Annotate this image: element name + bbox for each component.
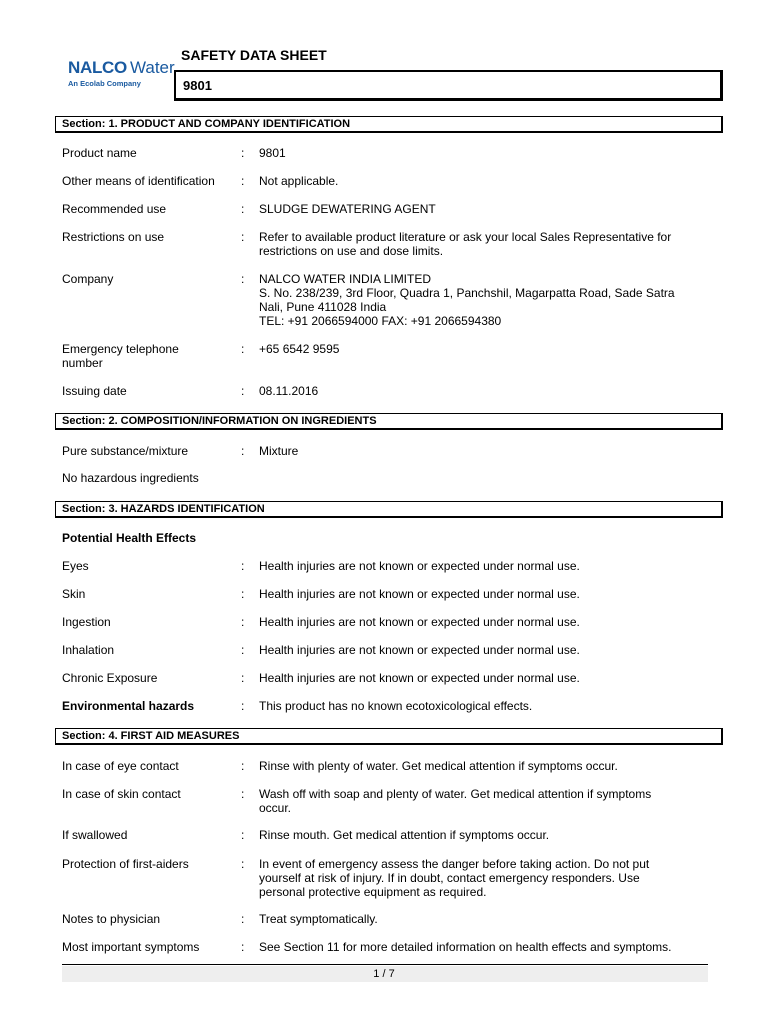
field-label: If swallowed [62, 828, 128, 842]
colon: : [241, 828, 245, 842]
section-2-header [55, 413, 723, 430]
field-label: Company [62, 272, 114, 286]
field-value: 9801 [259, 146, 286, 160]
field-label: In case of eye contact [62, 759, 179, 773]
field-label: Inhalation [62, 643, 115, 657]
field-value: Not applicable. [259, 174, 339, 188]
field-label: In case of skin contact [62, 787, 181, 801]
label-line: Emergency telephone [62, 342, 179, 356]
value-line: Wash off with soap and plenty of water. Get medical attention if symptoms [259, 787, 652, 801]
footer-divider [62, 964, 708, 965]
emergency-phone: +65 6542 9595 [259, 342, 340, 356]
colon: : [241, 230, 245, 244]
field-value: Health injuries are not known or expected under normal use. [259, 615, 580, 629]
field-value: Health injuries are not known or expected under normal use. [259, 587, 580, 601]
field-value: Treat symptomatically. [259, 912, 378, 926]
section-1-title: Section: 1. PRODUCT AND COMPANY IDENTIFICATION [62, 118, 351, 130]
section-3-title: Section: 3. HAZARDS IDENTIFICATION [62, 503, 265, 515]
field-label: Most important symptoms [62, 940, 200, 954]
field-value: Mixture [259, 444, 299, 458]
product-code: 9801 [183, 78, 212, 93]
field-label: Product name [62, 146, 137, 160]
colon: : [241, 444, 245, 458]
company-address: Nali, Pune 411028 India [259, 300, 387, 314]
section-2-title: Section: 2. COMPOSITION/INFORMATION ON INGREDIENTS [62, 415, 377, 427]
field-label: Chronic Exposure [62, 671, 158, 685]
colon: : [241, 384, 245, 398]
section-4-header [55, 728, 723, 745]
field-label: Ingestion [62, 615, 111, 629]
field-value: Health injuries are not known or expected under normal use. [259, 559, 580, 573]
value-line: Refer to available product literature or ask your local Sales Representative for [259, 230, 672, 244]
field-value: Health injuries are not known or expected under normal use. [259, 643, 580, 657]
colon: : [241, 202, 245, 216]
field-value: See Section 11 for more detailed information on health effects and symptoms. [259, 940, 672, 954]
field-label: Protection of first-aiders [62, 857, 189, 871]
product-code-box [174, 70, 723, 101]
section-3-header [55, 501, 723, 518]
colon: : [241, 146, 245, 160]
colon: : [241, 857, 245, 871]
value-line: In event of emergency assess the danger before taking action. Do not put [259, 857, 650, 871]
colon: : [241, 587, 245, 601]
ingredients-note: No hazardous ingredients [62, 471, 199, 485]
field-value [259, 787, 714, 815]
field-value: Health injuries are not known or expected under normal use. [259, 671, 580, 685]
page-number: 1 / 7 [373, 968, 395, 980]
colon: : [241, 671, 245, 685]
field-value [259, 230, 714, 258]
nalco-water-logo [68, 58, 175, 88]
colon: : [241, 272, 245, 286]
field-label: Pure substance/mixture [62, 444, 189, 458]
colon: : [241, 615, 245, 629]
document-title: SAFETY DATA SHEET [181, 47, 327, 63]
health-effects-heading: Potential Health Effects [62, 531, 197, 545]
field-label: Skin [62, 587, 86, 601]
colon: : [241, 643, 245, 657]
field-value [259, 272, 714, 328]
colon: : [241, 699, 245, 713]
value-line: restrictions on use and dose limits. [259, 244, 444, 258]
section-1-header [55, 116, 723, 133]
label-line: number [62, 356, 103, 370]
field-value: 08.11.2016 [259, 384, 319, 398]
field-label: Restrictions on use [62, 230, 165, 244]
colon: : [241, 559, 245, 573]
field-label: Other means of identification [62, 174, 215, 188]
colon: : [241, 940, 245, 954]
field-value: This product has no known ecotoxicological effects. [259, 699, 533, 713]
colon: : [241, 912, 245, 926]
field-value: Rinse mouth. Get medical attention if symptoms occur. [259, 828, 550, 842]
colon: : [241, 174, 245, 188]
field-label: Recommended use [62, 202, 167, 216]
colon: : [241, 787, 245, 801]
company-address: S. No. 238/239, 3rd Floor, Quadra 1, Panchshil, Magarpatta Road, Sade Satra [259, 286, 675, 300]
section-4-title: Section: 4. FIRST AID MEASURES [62, 730, 240, 742]
field-value: SLUDGE DEWATERING AGENT [259, 202, 436, 216]
colon: : [241, 342, 245, 356]
field-label [62, 342, 237, 370]
logo-brand: NALCO [68, 58, 127, 77]
field-label: Environmental hazards [62, 699, 195, 713]
field-value: Rinse with plenty of water. Get medical attention if symptoms occur. [259, 759, 618, 773]
logo-tagline: An Ecolab Company [68, 79, 141, 88]
value-line: personal protective equipment as required. [259, 885, 487, 899]
company-name: NALCO WATER INDIA LIMITED [259, 272, 432, 286]
field-label: Eyes [62, 559, 89, 573]
logo-suffix: Water [129, 58, 175, 77]
colon: : [241, 759, 245, 773]
value-line: occur. [259, 801, 292, 815]
field-value [259, 857, 714, 899]
company-phone: TEL: +91 2066594000 FAX: +91 2066594380 [259, 314, 502, 328]
value-line: yourself at risk of injury. If in doubt, contact emergency responders. Use [259, 871, 640, 885]
field-label: Issuing date [62, 384, 127, 398]
field-label: Notes to physician [62, 912, 161, 926]
